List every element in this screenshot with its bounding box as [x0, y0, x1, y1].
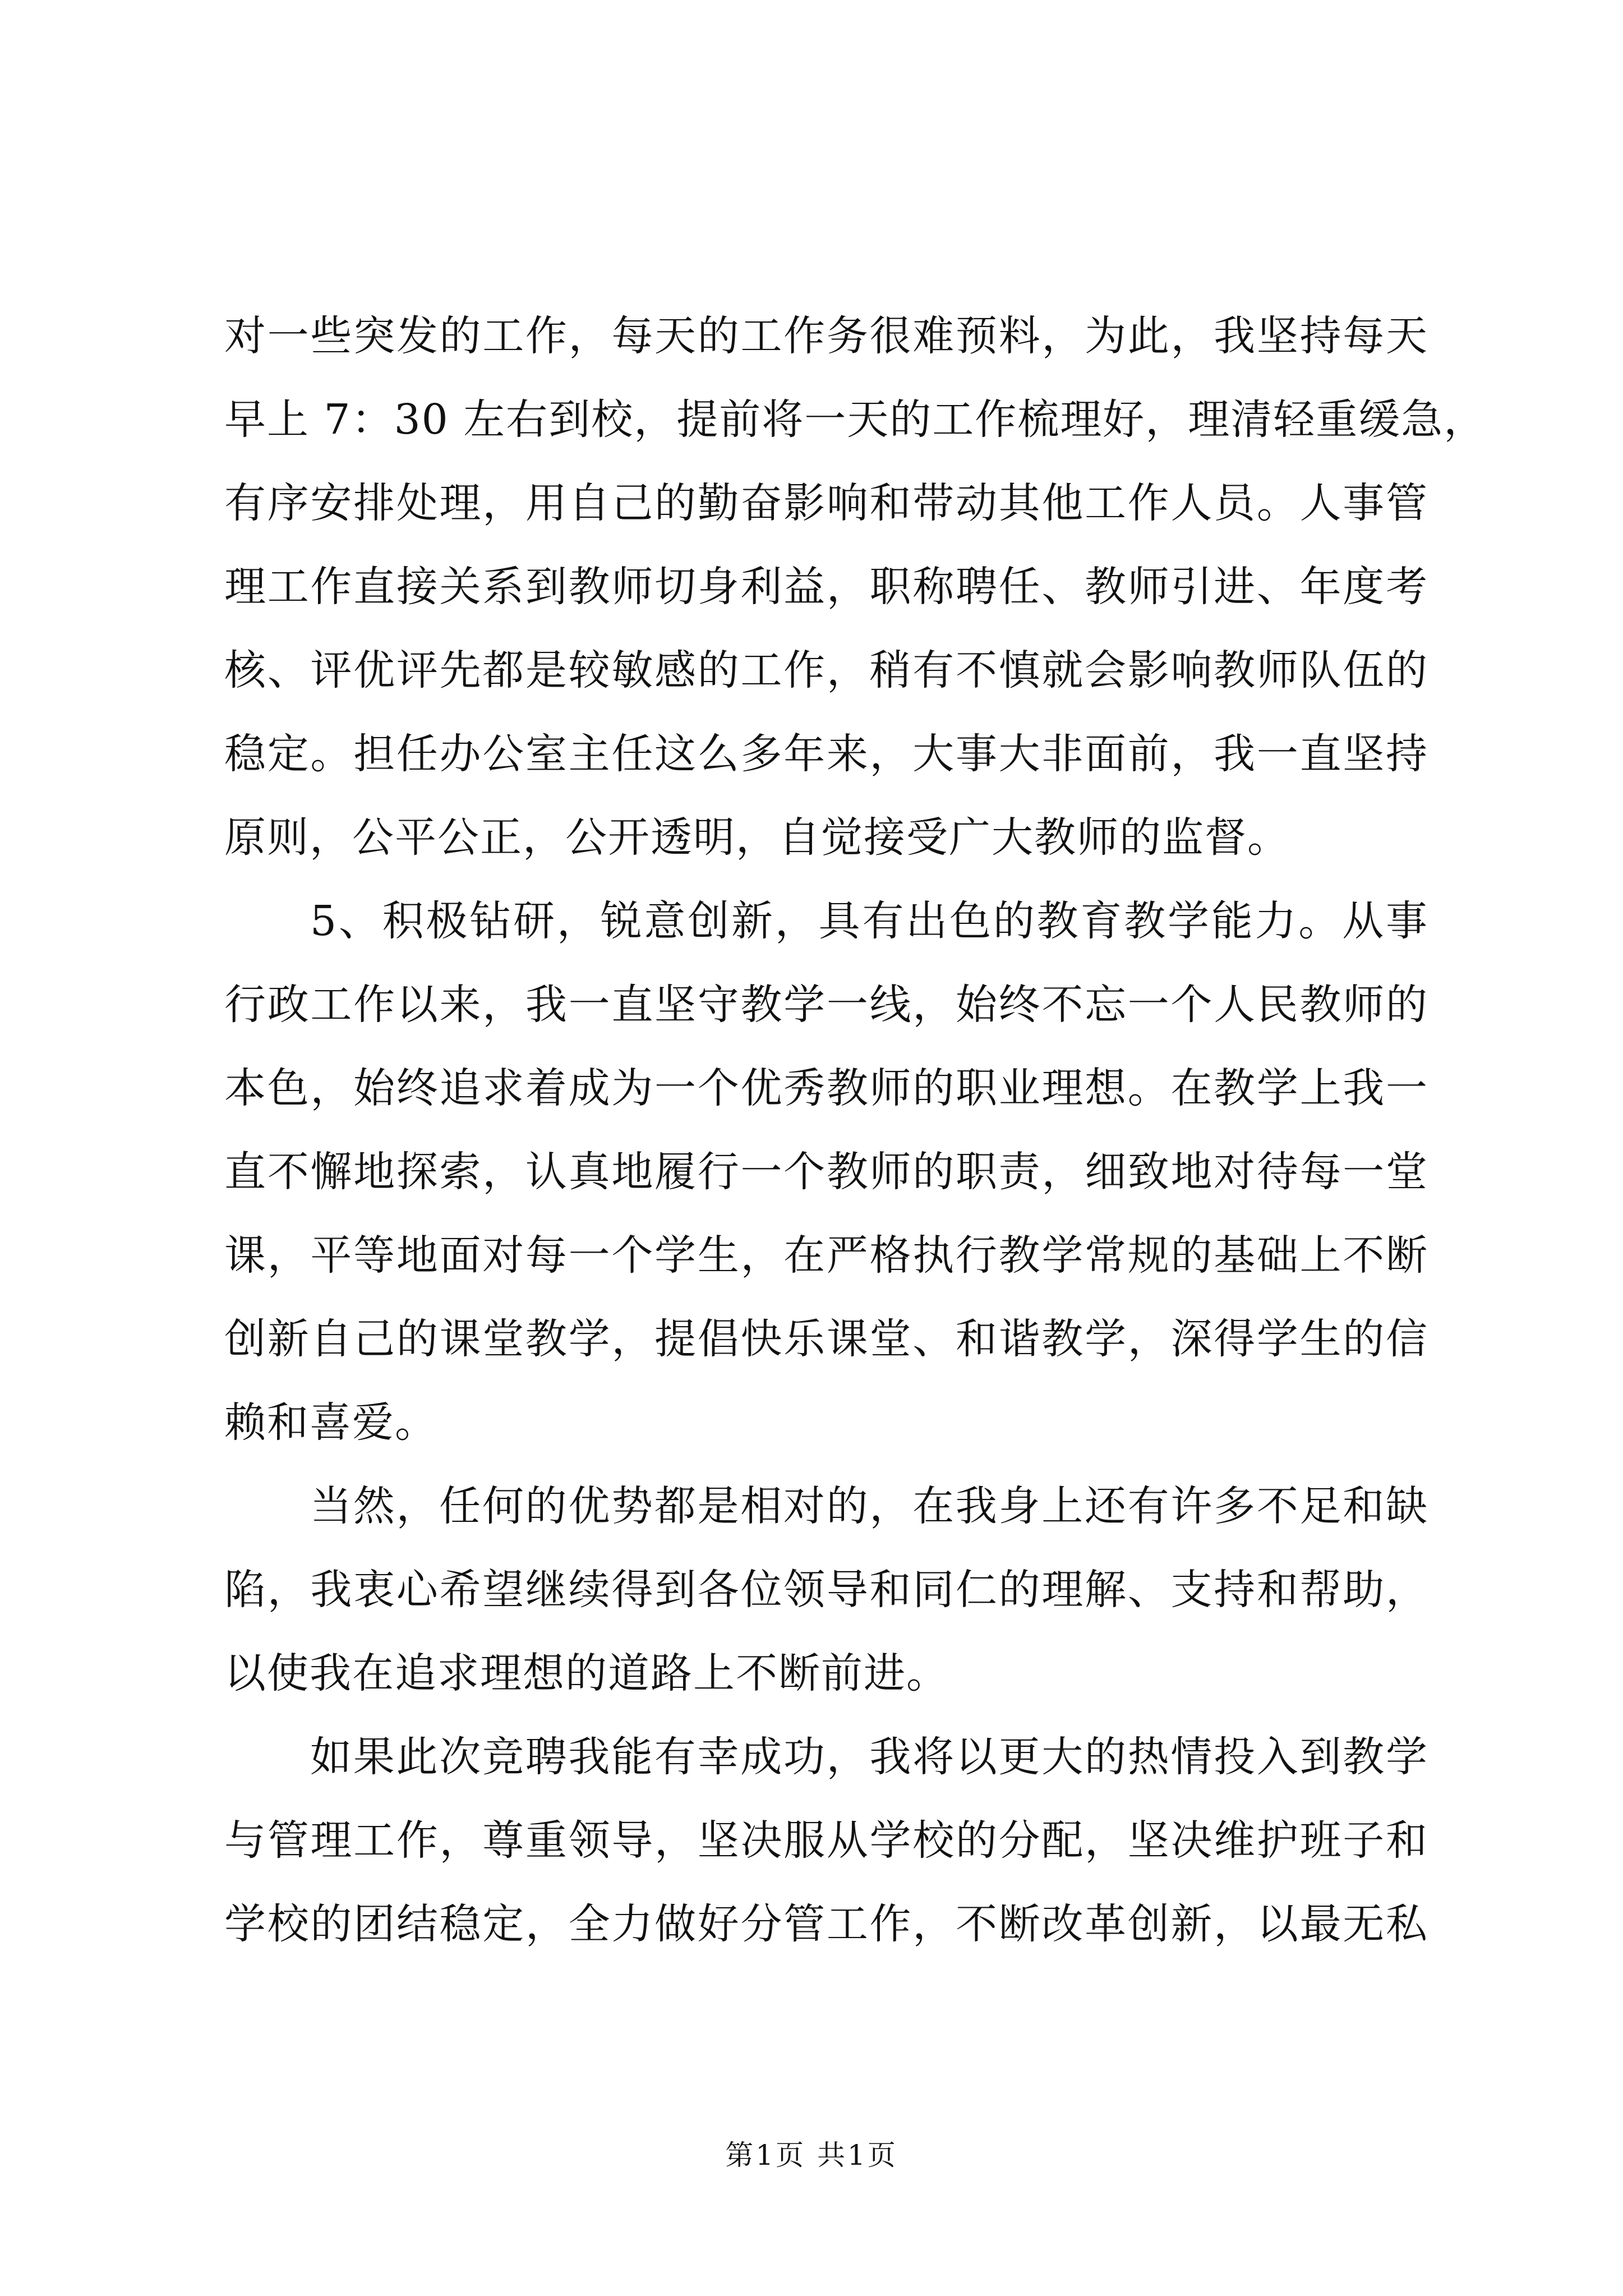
body-line: 稳定。担任办公室主任这么多年来，大事大非面前，我一直坚持	[224, 730, 1428, 778]
body-line: 以使我在追求理想的道路上不断前进。	[224, 1649, 949, 1697]
page-footer: 第1页 共1页	[725, 2139, 898, 2171]
body-line: 当然，任何的优势都是相对的，在我身上还有许多不足和缺	[310, 1482, 1428, 1530]
paragraph	[224, 1715, 1428, 1966]
body-line: 原则，公平公正，公开透明，自觉接受广大教师的监督。	[224, 813, 1290, 862]
body-line: 行政工作以来，我一直坚守教学一线，始终不忘一个人民教师的	[224, 981, 1428, 1029]
paragraph	[224, 880, 1428, 1465]
body-line: 本色，始终追求着成为一个优秀教师的职业理想。在教学上我一	[224, 1064, 1428, 1112]
body-line: 学校的团结稳定，全力做好分管工作，不断改革创新，以最无私	[224, 1900, 1428, 1948]
body-line: 核、评优评先都是较敏感的工作，稍有不慎就会影响教师队伍的	[224, 646, 1428, 694]
body-line: 有序安排处理，用自己的勤奋影响和带动其他工作人员。人事管	[224, 479, 1428, 527]
paragraph	[224, 1465, 1428, 1715]
body-text	[224, 295, 1487, 1966]
body-line: 与管理工作，尊重领导，坚决服从学校的分配，坚决维护班子和	[224, 1816, 1428, 1865]
body-line: 5、积极钻研，锐意创新，具有出色的教育教学能力。从事	[310, 897, 1428, 945]
body-line: 对一些突发的工作，每天的工作务很难预料，为此，我坚持每天	[224, 312, 1428, 360]
body-line: 创新自己的课堂教学，提倡快乐课堂、和谐教学，深得学生的信	[224, 1315, 1428, 1363]
body-line: 赖和喜爱。	[224, 1398, 437, 1447]
body-line: 直不懈地探索，认真地履行一个教师的职责，细致地对待每一堂	[224, 1148, 1428, 1196]
paragraph	[224, 295, 1487, 880]
body-line: 陷，我衷心希望继续得到各位领导和同仁的理解、支持和帮助，	[224, 1566, 1428, 1614]
body-line: 课，平等地面对每一个学生，在严格执行教学常规的基础上不断	[224, 1231, 1428, 1280]
body-line: 如果此次竞聘我能有幸成功，我将以更大的热情投入到教学	[310, 1733, 1428, 1781]
body-line: 理工作直接关系到教师切身利益，职称聘任、教师引进、年度考	[224, 563, 1428, 611]
body-line: 早上 7：30 左右到校，提前将一天的工作梳理好，理清轻重缓急，	[224, 395, 1487, 444]
